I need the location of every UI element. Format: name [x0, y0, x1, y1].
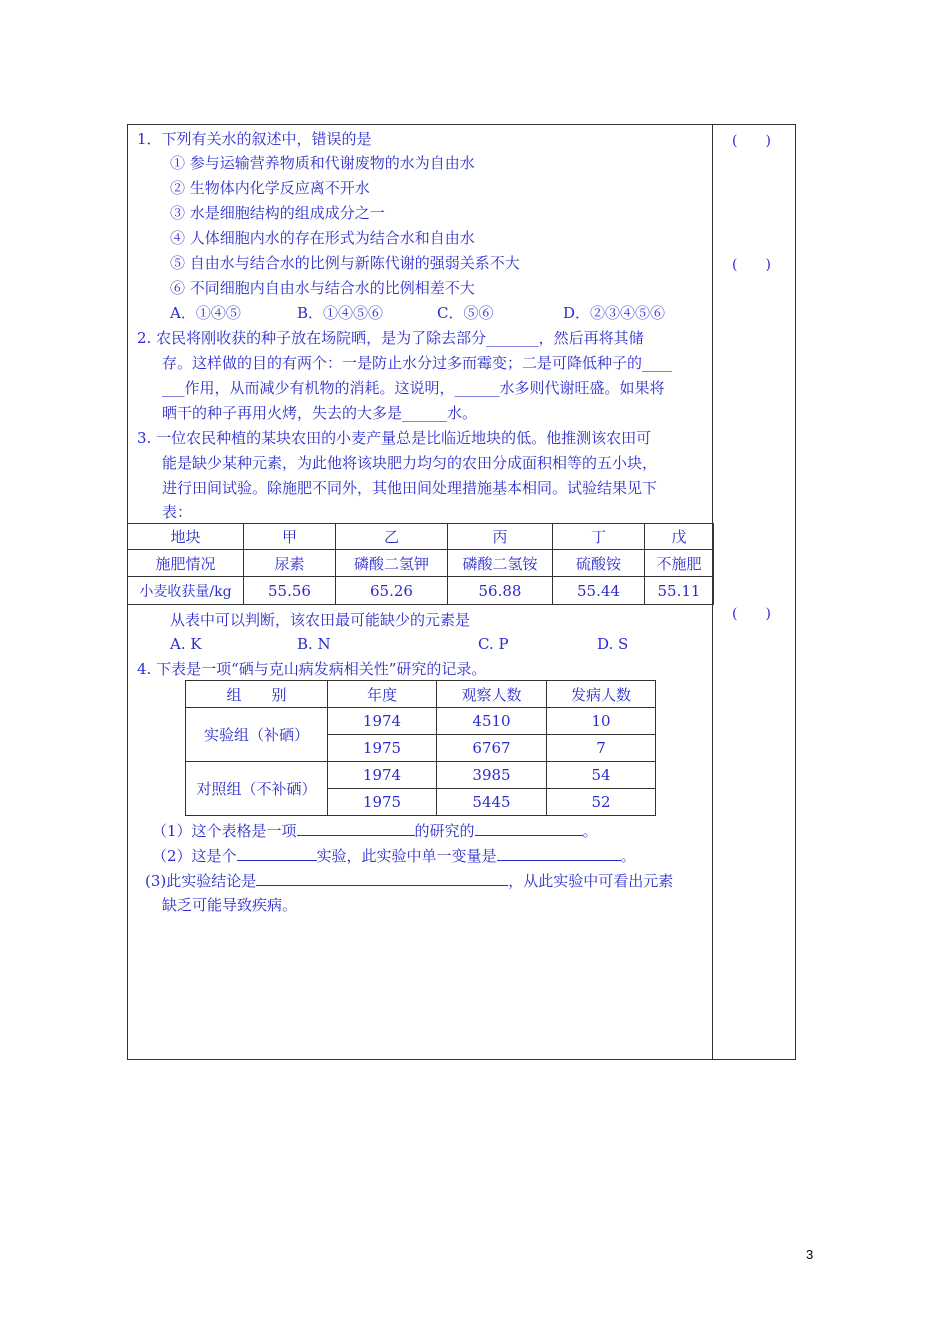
table-cell: 施肥情况 — [128, 550, 244, 577]
answer-blank[interactable] — [256, 870, 508, 886]
table-cell: 磷酸二氢钾 — [336, 550, 448, 577]
q4-sub2: （2）这是个 实验，此实验中单一变量是 。 — [152, 847, 636, 865]
q4-sub1: （1）这个表格是一项 的研究的 。 — [152, 822, 598, 840]
table-cell: 不施肥 — [645, 550, 714, 577]
table-cell: 6767 — [437, 735, 547, 762]
table-cell: 52 — [547, 789, 656, 816]
q1-option-d: D．②③④⑤⑥ — [563, 304, 666, 322]
q2-line: 2. 农民将刚收获的种子放在场院晒，是为了除去部分_______，然后再将其储 — [137, 329, 644, 347]
table-cell: 65.26 — [336, 577, 448, 605]
q1-item: ④ 人体细胞内水的存在形式为结合水和自由水 — [170, 229, 475, 247]
q3-line: 表： — [162, 503, 193, 521]
answer-blank[interactable] — [237, 845, 317, 861]
table-cell: 1974 — [328, 762, 437, 789]
answer-blank[interactable] — [475, 820, 583, 836]
q2-line: 晒干的种子再用火烤，失去的大多是______水。 — [162, 404, 478, 422]
table-cell: 3985 — [437, 762, 547, 789]
table-cell: 1974 — [328, 708, 437, 735]
q2-line: 存。这样做的目的有两个：一是防止水分过多而霉变；二是可降低种子的____ — [162, 354, 673, 372]
table-header: 观察人数 — [437, 681, 547, 708]
q3-line: 能是缺少某种元素，为此他将该块肥力均匀的农田分成面积相等的五小块， — [162, 454, 658, 472]
page-number: 3 — [806, 1247, 814, 1262]
q1-item: ② 生物体内化学反应离不开水 — [170, 179, 370, 197]
table-cell: 甲 — [244, 524, 336, 550]
table-cell: 7 — [547, 735, 656, 762]
answer-blank[interactable] — [297, 820, 415, 836]
table-cell: 硫酸铵 — [553, 550, 645, 577]
q1-option-c: C．⑤⑥ — [437, 304, 494, 322]
table-cell: 10 — [547, 708, 656, 735]
table-cell: 5445 — [437, 789, 547, 816]
table-header: 组 别 — [186, 681, 328, 708]
q1-item: ⑤ 自由水与结合水的比例与新陈代谢的强弱关系不大 — [170, 254, 520, 272]
q1-item: ⑥ 不同细胞内自由水与结合水的比例相差不大 — [170, 279, 475, 297]
answer-blank[interactable] — [497, 845, 621, 861]
table-cell: 55.56 — [244, 577, 336, 605]
q3-option-b: B. N — [297, 635, 331, 653]
table-cell: 小麦收获量/kg — [128, 577, 244, 605]
table-cell: 55.11 — [645, 577, 714, 605]
q1-item: ③ 水是细胞结构的组成成分之一 — [170, 204, 385, 222]
q1-option-b: B．①④⑤⑥ — [297, 304, 384, 322]
q3-question: 从表中可以判断，该农田最可能缺少的元素是 — [170, 611, 471, 629]
q4-stem: 4. 下表是一项“硒与克山病发病相关性”研究的记录。 — [137, 660, 487, 678]
table-cell: 4510 — [437, 708, 547, 735]
q3-line: 3. 一位农民种植的某块农田的小麦产量总是比临近地块的低。他推测该农田可 — [137, 429, 652, 447]
table-cell: 丙 — [448, 524, 553, 550]
q3-option-c: C. P — [478, 635, 509, 653]
table-cell: 54 — [547, 762, 656, 789]
selenium-table — [185, 680, 656, 816]
table-header: 发病人数 — [547, 681, 656, 708]
answer-paren-3: ( ) — [732, 606, 771, 622]
table-cell: 乙 — [336, 524, 448, 550]
table-cell: 磷酸二氢铵 — [448, 550, 553, 577]
table-cell: 戊 — [645, 524, 714, 550]
table-cell: 56.88 — [448, 577, 553, 605]
q1-item: ① 参与运输营养物质和代谢废物的水为自由水 — [170, 154, 475, 172]
table-cell: 地块 — [128, 524, 244, 550]
q2-line: ___作用，从而减少有机物的消耗。这说明，______水多则代谢旺盛。如果将 — [162, 379, 665, 397]
table-header: 年度 — [328, 681, 437, 708]
q1-stem: 1．下列有关水的叙述中，错误的是 — [137, 130, 372, 148]
q3-option-a: A. K — [170, 635, 202, 653]
q3-option-d: D. S — [597, 635, 629, 653]
group-label: 实验组（补硒） — [186, 708, 328, 762]
q4-sub3: (3)此实验结论是 ，从此实验中可看出元素 — [145, 872, 674, 890]
table-cell: 1975 — [328, 789, 437, 816]
fertilizer-table — [127, 523, 714, 605]
q3-line: 进行田间试验。除施肥不同外，其他田间处理措施基本相同。试验结果见下 — [162, 479, 658, 497]
table-cell: 丁 — [553, 524, 645, 550]
group-label: 对照组（不补硒） — [186, 762, 328, 816]
answer-paren-1: ( ) — [732, 133, 771, 149]
table-cell: 55.44 — [553, 577, 645, 605]
table-cell: 1975 — [328, 735, 437, 762]
q1-option-a: A．①④⑤ — [170, 304, 241, 322]
answer-paren-2: ( ) — [732, 257, 771, 273]
q4-sub3-cont: 缺乏可能导致疾病。 — [162, 896, 298, 914]
table-cell: 尿素 — [244, 550, 336, 577]
